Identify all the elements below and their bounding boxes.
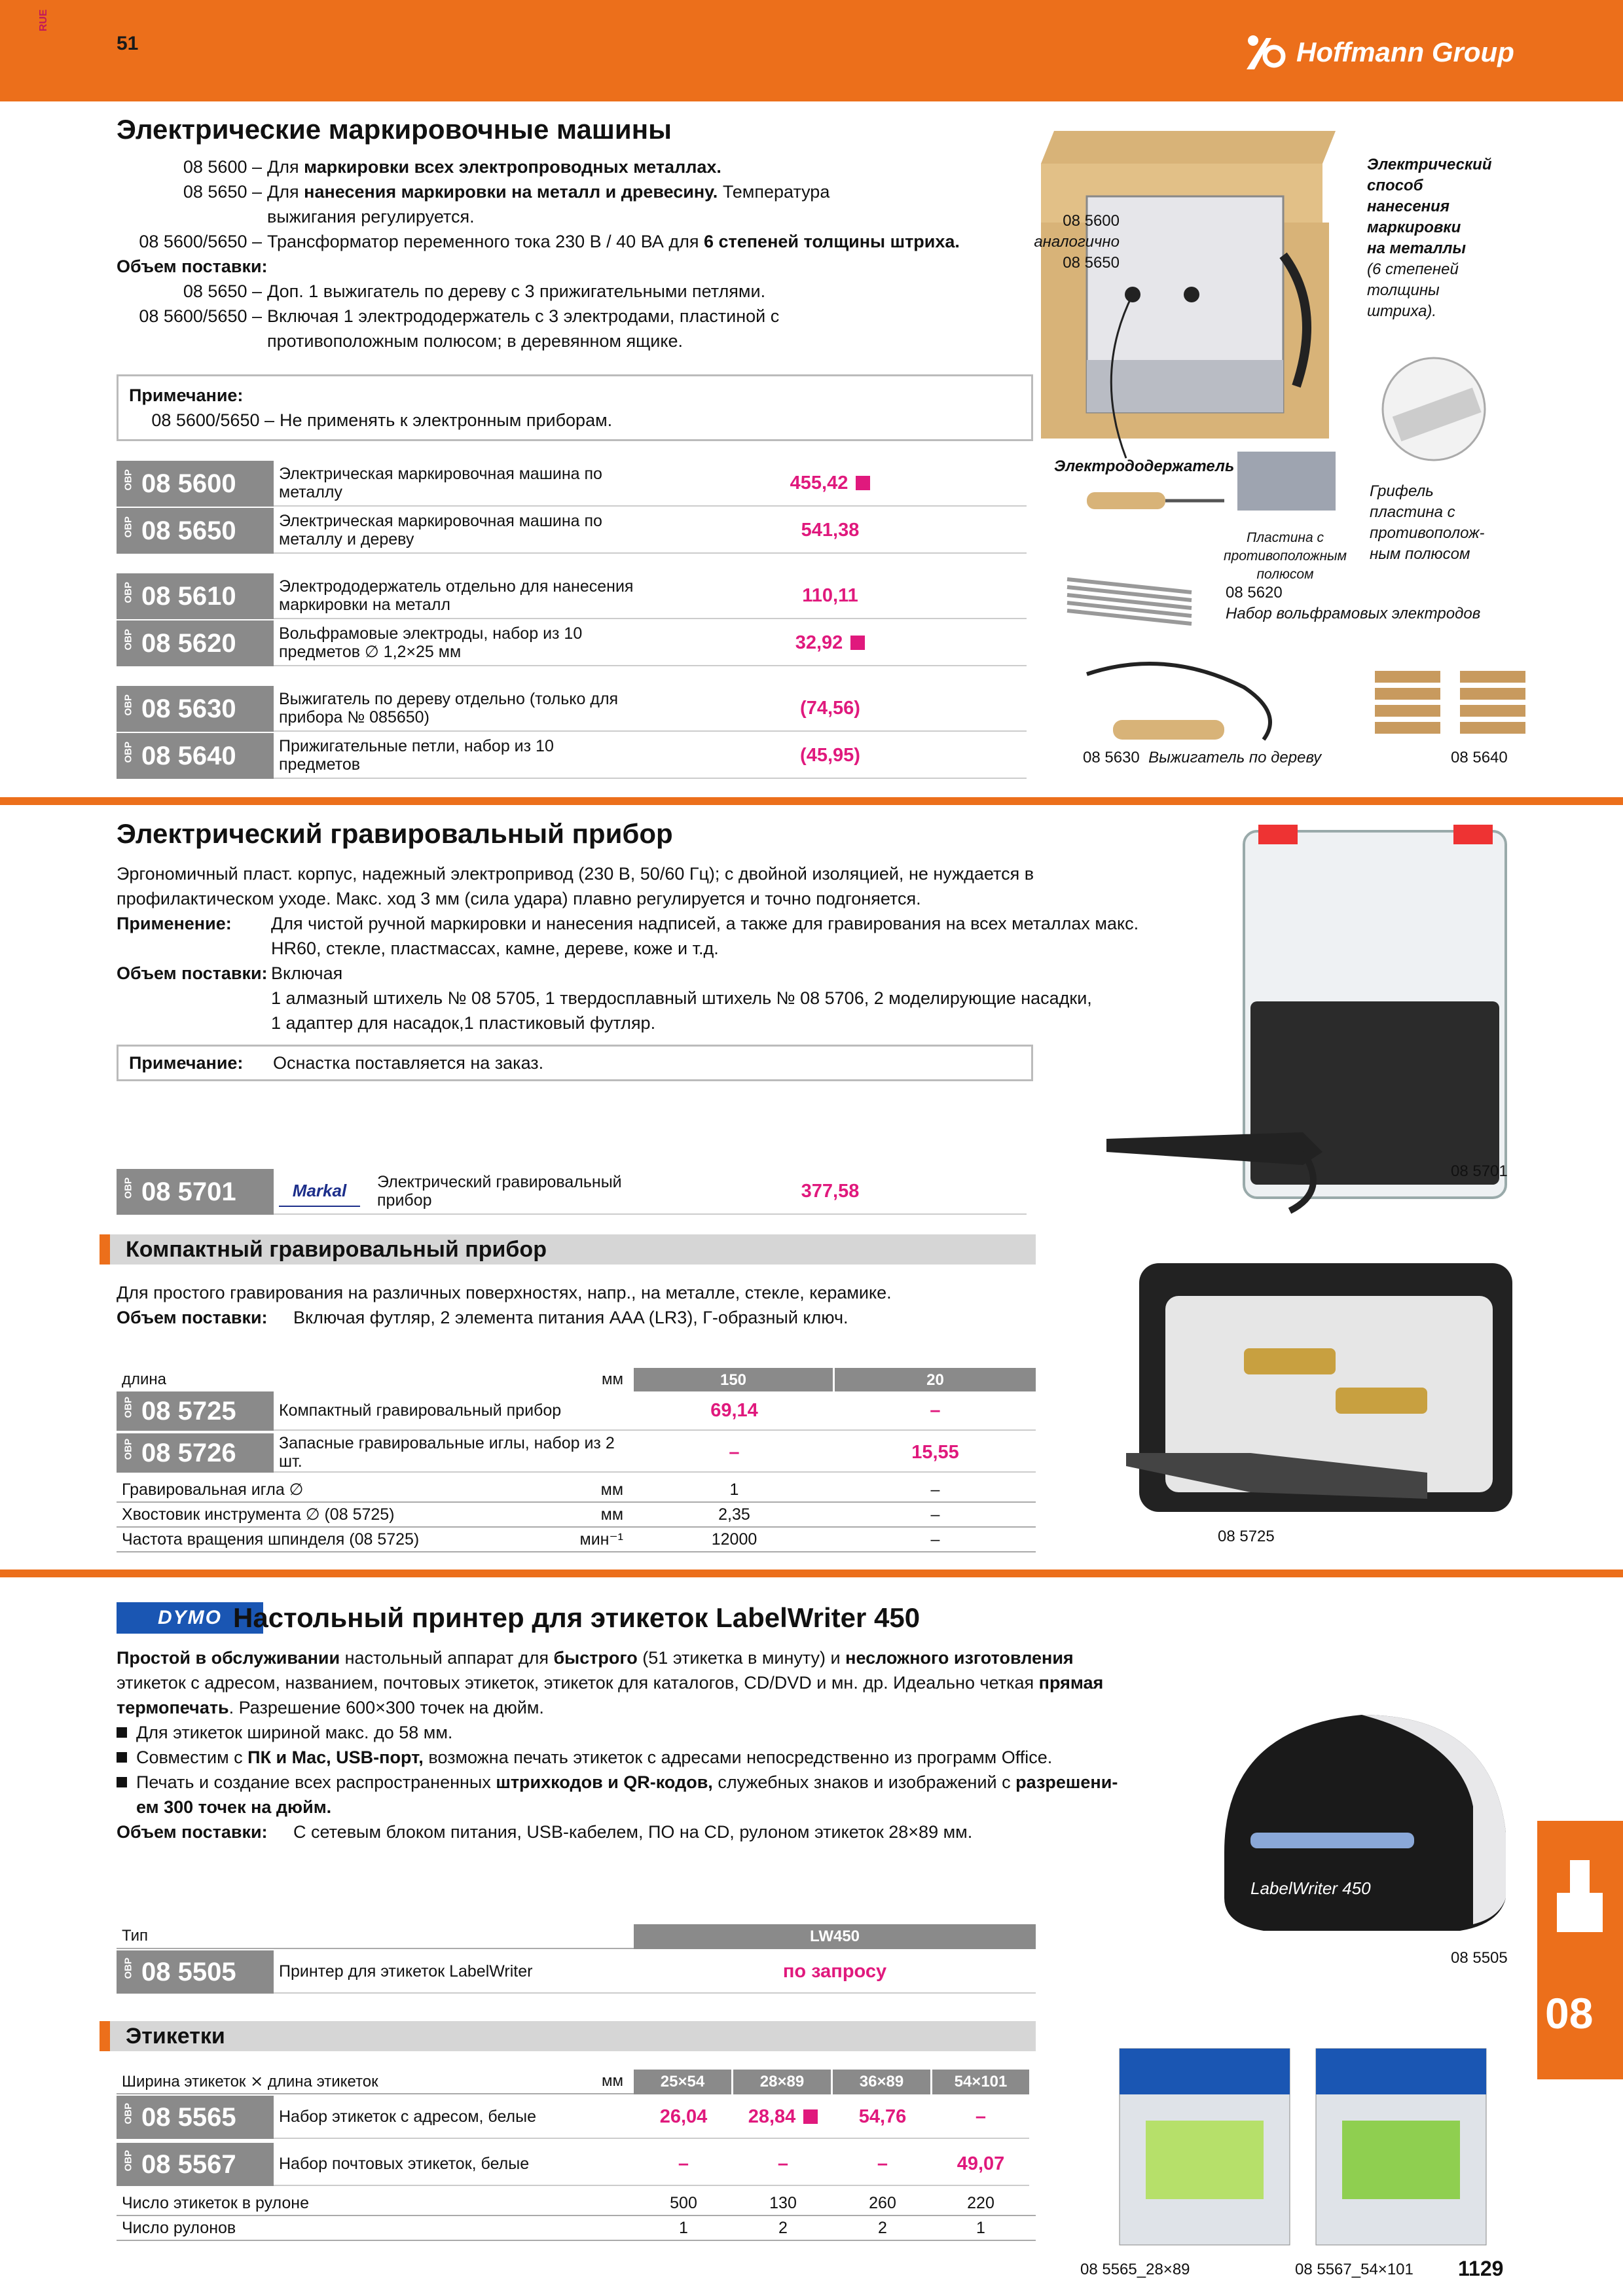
promo-marker xyxy=(803,2109,818,2124)
marking-tool-icon xyxy=(1550,1847,1609,1952)
compact-engraver-image xyxy=(1100,1257,1519,1532)
brand-logo xyxy=(1244,33,1514,72)
marking-machine-image xyxy=(1034,124,1342,471)
image-caption: 08 5600 аналогично 08 5650 xyxy=(1034,212,1120,272)
product-row[interactable]: ОВР 08 5701 Markal Электрический гравировальный прибор 377,58 xyxy=(117,1169,1027,1215)
printer-label: LabelWriter 450 xyxy=(1250,1878,1371,1898)
product-row[interactable]: ОВР 08 5640 Прижигательные петли, набор из 10 предметов (45,95) xyxy=(117,733,1027,779)
section-title: Электрический гравировальный прибор xyxy=(117,818,673,849)
product-row[interactable]: ОВР 08 5725 Компактный гравировальный прибор 69,14 – xyxy=(117,1391,1036,1431)
image-caption: 08 5505 xyxy=(1451,1949,1508,1967)
labelwriter-printer-image xyxy=(1211,1702,1519,1944)
promo-marker xyxy=(850,636,865,650)
product-row[interactable]: ОВР 08 5505 Принтер для этикеток LabelWriter по запросу xyxy=(117,1950,1036,1994)
dymo-logo: DYMO xyxy=(117,1602,263,1634)
image-caption: Пластина с противоположным полюсом xyxy=(1224,530,1347,582)
subsection-title: Компактный гравировальный прибор xyxy=(126,1236,547,1262)
language-code: RUE xyxy=(38,9,49,31)
product-row[interactable]: ОВР 08 5630 Выжигатель по дереву отдельно (только для прибора № 085650) (74,56) xyxy=(117,686,1027,732)
engraver-case-image xyxy=(1087,825,1519,1217)
product-row[interactable]: ОВР 08 5726 Запасные гравировальные иглы, набор из 2 шт. – 15,55 xyxy=(117,1433,1036,1473)
tungsten-electrodes-image xyxy=(1061,573,1218,638)
table-header: Ширина этикеток ⨯ длина этикеток мм 25×54 28×89 36×89 54×101 xyxy=(117,2070,1036,2094)
section-description: Для простого гравирования на различных поверхностях, напр., на металле, стекле, керамике. Объем поставки: Включая футляр, 2 элемента питания AAA (LR3), Г-образный ключ. xyxy=(117,1283,892,1327)
image-caption: Электрододержатель xyxy=(1054,457,1235,475)
image-caption: 08 5725 xyxy=(1218,1528,1275,1545)
product-row[interactable]: ОВР 08 5600 Электрическая маркировочная машина по металлу 455,42 xyxy=(117,461,1027,507)
section-title: Настольный принтер для этикеток LabelWriter 450 xyxy=(233,1602,921,1633)
spec-row: Частота вращения шпинделя (08 5725) мин⁻¹ 12000 – xyxy=(117,1528,1036,1552)
product-row[interactable]: ОВР 08 5620 Вольфрамовые электроды, набор из 10 предметов ∅ 1,2×25 мм 32,92 xyxy=(117,620,1027,666)
subsection-header xyxy=(100,1234,1036,1265)
section-divider xyxy=(0,1570,1623,1577)
markal-logo: Markal xyxy=(279,1175,360,1207)
burning-loops-image xyxy=(1362,664,1545,743)
subsection-header xyxy=(100,2021,1036,2051)
chapter-tab[interactable]: 08 xyxy=(1537,1821,1623,2079)
spec-row: Число этикеток в рулоне 500 130 260 220 xyxy=(117,2191,1036,2216)
spec-row: Хвостовик инструмента ∅ (08 5725) мм 2,35 – xyxy=(117,1503,1036,1528)
marking-demo-image xyxy=(1368,357,1499,461)
table-header: длина мм 150 20 xyxy=(117,1368,1036,1393)
image-caption: 08 5567_54×101 xyxy=(1295,2261,1413,2278)
section-description: Простой в обслуживании настольный аппарат для быстрого (51 этикетка в минуту) и несложного изготовления этикеток с адресом, названием, почтовых этикеток, этикеток для каталогов, CD/DVD и мн. др. Идеально четкая прямая термопечать. Разрешение 600×300 точек на дюйм. Для этикеток шириной макс. до 58 мм. Совместим с ПК и Mac, USB-порт, возможна печать этикеток с адресами непосредственно из программ Office. Печать и создание всех распространенных штрихкодов и QR-кодов, служебных знаков и изображений с разрешени- ем 300 точек на дюйм. Объем поставки: С сетевым блоком питания, USB-кабелем, ПО на CD, рулоном этикеток 28×89 мм. xyxy=(117,1648,1118,1842)
subsection-title: Этикетки xyxy=(126,2023,225,2049)
image-caption: 08 5620 Набор вольфрамовых электродов xyxy=(1226,584,1481,622)
promo-marker xyxy=(856,476,870,490)
electrode-holder-image xyxy=(1074,452,1349,530)
image-caption: 08 5630 Выжигатель по дереву xyxy=(1083,749,1322,766)
table-header: Тип LW450 xyxy=(117,1924,1036,1949)
image-caption: Электрический способ нанесения маркировки на металлы (6 степеней толщины штриха). xyxy=(1367,156,1492,320)
section-divider xyxy=(0,797,1623,805)
product-row[interactable]: ОВР 08 5567 Набор почтовых этикеток, белые – – – 49,07 xyxy=(117,2143,1029,2186)
image-caption: Грифель пластина с противополож- ным полюсом xyxy=(1370,482,1485,563)
spec-row: Гравировальная игла ∅ мм 1 – xyxy=(117,1478,1036,1503)
section-description: 08 5600 – Для маркировки всех электропроводных металлах. 08 5650 – Для нанесения маркировки на металл и древесину. Температура выжигания регулируется. 08 5600/5650 – Трансформатор переменного тока 230 В / 40 ВА для 6 степеней толщины штриха. Объем поставки: 08 5650 – Доп. 1 выжигатель по дереву с 3 прижигательными петлями. 08 5600/5650 – Включая 1 электрододержатель с 3 электродами, пластиной с противоположным полюсом; в деревянном ящике. xyxy=(117,157,960,351)
image-caption: 08 5565_28×89 xyxy=(1080,2261,1190,2278)
wood-burner-image xyxy=(1074,655,1309,746)
note-box: Примечание: Оснастка поставляется на заказ. xyxy=(117,1045,1033,1081)
label-rolls-image xyxy=(1106,2009,1525,2251)
spec-row: Число рулонов 1 2 2 1 xyxy=(117,2216,1036,2241)
section-description: Эргономичный пласт. корпус, надежный электропривод (230 В, 50/60 Гц); с двойной изоляцией, не нуждается в профилактическом уходе. Макс. ход 3 мм (сила удара) плавно регулируется и точно подгоняется. Применение: Для чистой ручной маркировки и нанесения надписей, а также для гравирования на всех металлах макс. HR60, стекле, пластмассах, камне, дереве, коже и т.д. Объем поставки: Включая 1 алмазный штихель № 08 5705, 1 твердосплавный штихель № 08 5706, 2 моделирующие насадки, 1 адаптер для насадок,1 пластиковый футляр. xyxy=(117,864,1139,1033)
page-number: 1129 xyxy=(1458,2257,1504,2280)
brand-name: Hoffmann Group xyxy=(1296,37,1514,67)
hoffmann-logo-icon xyxy=(1244,34,1287,71)
image-caption: 08 5640 xyxy=(1451,749,1508,766)
product-row[interactable]: ОВР 08 5650 Электрическая маркировочная машина по металлу и дереву 541,38 xyxy=(117,508,1027,554)
image-caption: 08 5701 xyxy=(1451,1162,1508,1180)
section-page-number: 51 xyxy=(117,33,139,54)
section-title: Электрические маркировочные машины xyxy=(117,114,672,145)
note-box: Примечание: 08 5600/5650 – Не применять к электронным приборам. xyxy=(117,374,1033,441)
product-row[interactable]: ОВР 08 5565 Набор этикеток с адресом, белые 26,04 28,84 54,76 – xyxy=(117,2096,1029,2139)
product-row[interactable]: ОВР 08 5610 Электрододержатель отдельно для нанесения маркировки на металл 110,11 xyxy=(117,573,1027,619)
